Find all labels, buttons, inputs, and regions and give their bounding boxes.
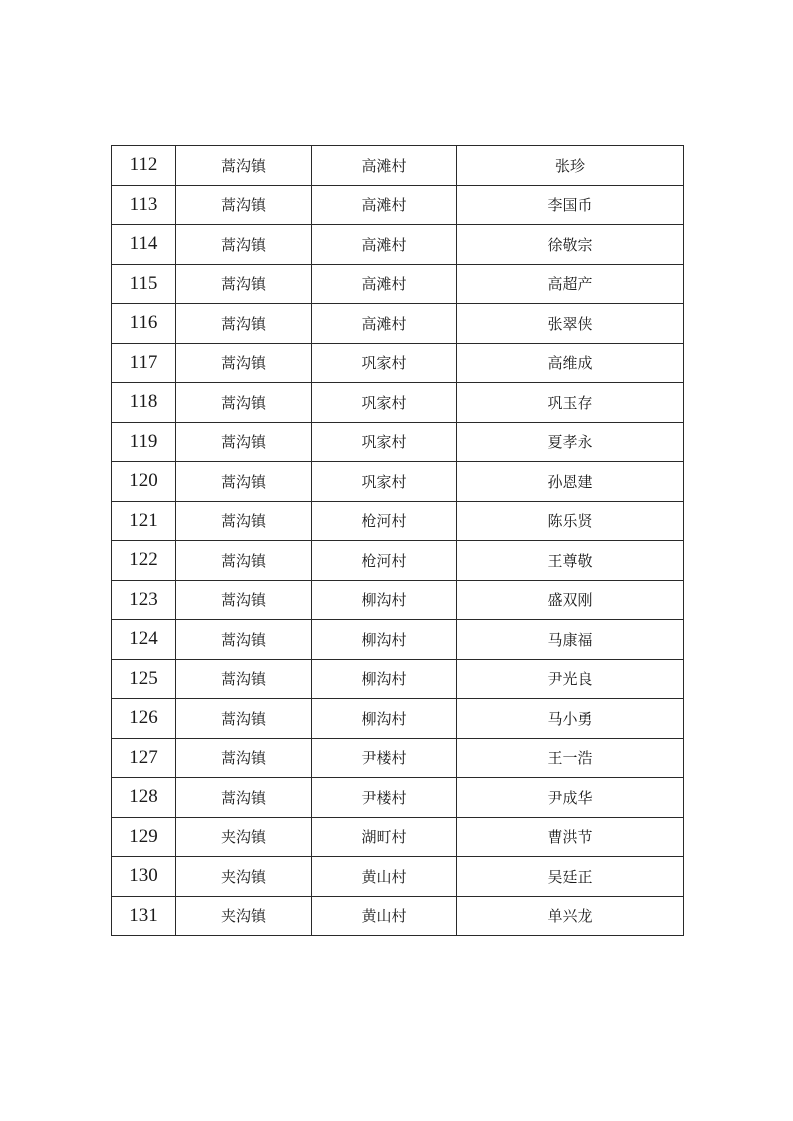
village-cell: 巩家村 bbox=[312, 422, 457, 462]
row-number-cell: 130 bbox=[112, 857, 176, 897]
town-cell: 夹沟镇 bbox=[176, 817, 312, 857]
row-number-cell: 126 bbox=[112, 699, 176, 739]
person-name-cell: 张翠侠 bbox=[457, 304, 684, 344]
person-name-cell: 尹光良 bbox=[457, 659, 684, 699]
table-row bbox=[112, 185, 684, 225]
village-cell: 高滩村 bbox=[312, 264, 457, 304]
table-row bbox=[112, 225, 684, 265]
person-name-cell: 曹洪节 bbox=[457, 817, 684, 857]
roster-table-body bbox=[112, 146, 684, 936]
row-number-cell: 131 bbox=[112, 896, 176, 936]
village-cell: 枪河村 bbox=[312, 541, 457, 581]
person-name-cell: 巩玉存 bbox=[457, 383, 684, 423]
town-cell: 蒿沟镇 bbox=[176, 541, 312, 581]
town-cell: 蒿沟镇 bbox=[176, 462, 312, 502]
table-row bbox=[112, 264, 684, 304]
person-name-cell: 盛双刚 bbox=[457, 580, 684, 620]
village-cell: 枪河村 bbox=[312, 501, 457, 541]
person-name-cell: 孙恩建 bbox=[457, 462, 684, 502]
person-name-cell: 高超产 bbox=[457, 264, 684, 304]
town-cell: 蒿沟镇 bbox=[176, 225, 312, 265]
person-name-cell: 夏孝永 bbox=[457, 422, 684, 462]
town-cell: 蒿沟镇 bbox=[176, 383, 312, 423]
person-name-cell: 尹成华 bbox=[457, 778, 684, 818]
table-row bbox=[112, 738, 684, 778]
town-cell: 夹沟镇 bbox=[176, 857, 312, 897]
village-cell: 巩家村 bbox=[312, 462, 457, 502]
village-cell: 巩家村 bbox=[312, 343, 457, 383]
row-number-cell: 116 bbox=[112, 304, 176, 344]
roster-table bbox=[111, 145, 684, 936]
person-name-cell: 张珍 bbox=[457, 146, 684, 186]
village-cell: 柳沟村 bbox=[312, 580, 457, 620]
person-name-cell: 马康福 bbox=[457, 620, 684, 660]
table-row bbox=[112, 383, 684, 423]
village-cell: 高滩村 bbox=[312, 225, 457, 265]
row-number-cell: 112 bbox=[112, 146, 176, 186]
table-row bbox=[112, 541, 684, 581]
table-row bbox=[112, 659, 684, 699]
row-number-cell: 128 bbox=[112, 778, 176, 818]
town-cell: 蒿沟镇 bbox=[176, 620, 312, 660]
person-name-cell: 李国币 bbox=[457, 185, 684, 225]
row-number-cell: 124 bbox=[112, 620, 176, 660]
town-cell: 蒿沟镇 bbox=[176, 699, 312, 739]
table-row bbox=[112, 620, 684, 660]
row-number-cell: 114 bbox=[112, 225, 176, 265]
town-cell: 蒿沟镇 bbox=[176, 422, 312, 462]
row-number-cell: 119 bbox=[112, 422, 176, 462]
person-name-cell: 陈乐贤 bbox=[457, 501, 684, 541]
person-name-cell: 高维成 bbox=[457, 343, 684, 383]
village-cell: 柳沟村 bbox=[312, 699, 457, 739]
row-number-cell: 121 bbox=[112, 501, 176, 541]
person-name-cell: 徐敬宗 bbox=[457, 225, 684, 265]
table-row bbox=[112, 580, 684, 620]
town-cell: 蒿沟镇 bbox=[176, 343, 312, 383]
village-cell: 柳沟村 bbox=[312, 620, 457, 660]
village-cell: 黄山村 bbox=[312, 896, 457, 936]
row-number-cell: 115 bbox=[112, 264, 176, 304]
table-row bbox=[112, 778, 684, 818]
village-cell: 高滩村 bbox=[312, 146, 457, 186]
table-row bbox=[112, 304, 684, 344]
person-name-cell: 单兴龙 bbox=[457, 896, 684, 936]
village-cell: 湖町村 bbox=[312, 817, 457, 857]
village-cell: 高滩村 bbox=[312, 185, 457, 225]
row-number-cell: 125 bbox=[112, 659, 176, 699]
town-cell: 蒿沟镇 bbox=[176, 501, 312, 541]
village-cell: 尹楼村 bbox=[312, 778, 457, 818]
person-name-cell: 王一浩 bbox=[457, 738, 684, 778]
town-cell: 蒿沟镇 bbox=[176, 778, 312, 818]
town-cell: 蒿沟镇 bbox=[176, 185, 312, 225]
town-cell: 夹沟镇 bbox=[176, 896, 312, 936]
village-cell: 黄山村 bbox=[312, 857, 457, 897]
village-cell: 高滩村 bbox=[312, 304, 457, 344]
village-cell: 巩家村 bbox=[312, 383, 457, 423]
person-name-cell: 吴廷正 bbox=[457, 857, 684, 897]
row-number-cell: 120 bbox=[112, 462, 176, 502]
table-row bbox=[112, 817, 684, 857]
row-number-cell: 113 bbox=[112, 185, 176, 225]
village-cell: 柳沟村 bbox=[312, 659, 457, 699]
row-number-cell: 127 bbox=[112, 738, 176, 778]
person-name-cell: 王尊敬 bbox=[457, 541, 684, 581]
table-row bbox=[112, 146, 684, 186]
row-number-cell: 118 bbox=[112, 383, 176, 423]
town-cell: 蒿沟镇 bbox=[176, 264, 312, 304]
table-row bbox=[112, 501, 684, 541]
table-row bbox=[112, 896, 684, 936]
town-cell: 蒿沟镇 bbox=[176, 659, 312, 699]
person-name-cell: 马小勇 bbox=[457, 699, 684, 739]
row-number-cell: 129 bbox=[112, 817, 176, 857]
town-cell: 蒿沟镇 bbox=[176, 580, 312, 620]
row-number-cell: 122 bbox=[112, 541, 176, 581]
town-cell: 蒿沟镇 bbox=[176, 738, 312, 778]
town-cell: 蒿沟镇 bbox=[176, 146, 312, 186]
table-row bbox=[112, 422, 684, 462]
row-number-cell: 117 bbox=[112, 343, 176, 383]
table-row bbox=[112, 462, 684, 502]
village-cell: 尹楼村 bbox=[312, 738, 457, 778]
table-row bbox=[112, 857, 684, 897]
table-row bbox=[112, 699, 684, 739]
town-cell: 蒿沟镇 bbox=[176, 304, 312, 344]
table-row bbox=[112, 343, 684, 383]
row-number-cell: 123 bbox=[112, 580, 176, 620]
